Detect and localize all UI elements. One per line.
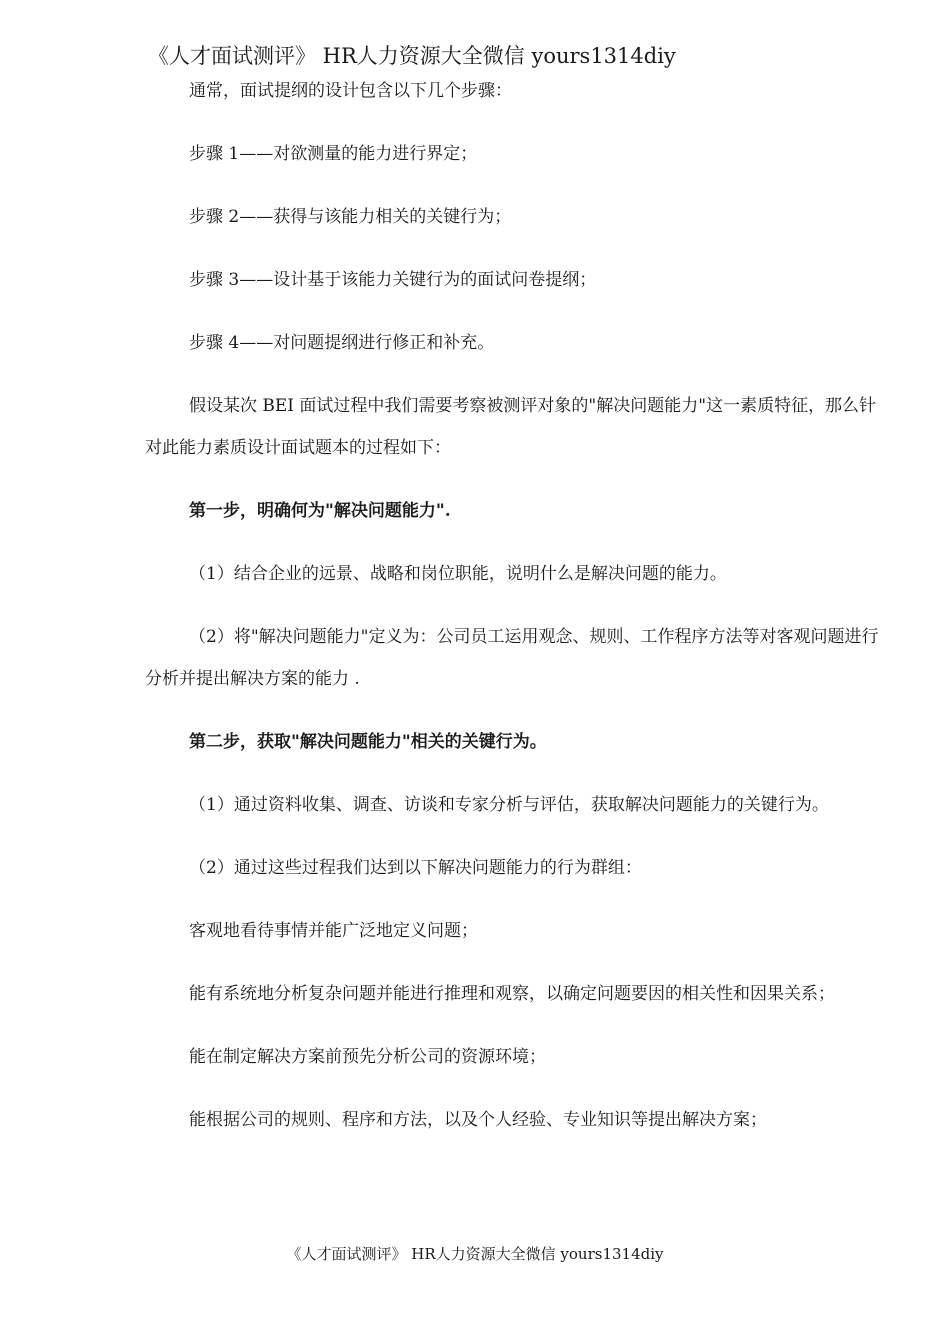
step-1-paragraph: 步骤 1——对欲测量的能力进行界定；	[189, 144, 478, 164]
second-step-item-2: （2）通过这些过程我们达到以下解决问题能力的行为群组：	[189, 858, 642, 878]
page-header: 《人才面试测评》 HR人力资源大全微信 yours1314diy	[148, 44, 676, 68]
step-3-paragraph: 步骤 3——设计基于该能力关键行为的面试问卷提纲；	[189, 270, 597, 290]
page-footer: 《人才面试测评》 HR人力资源大全微信 yours1314diy	[286, 1245, 664, 1263]
scenario-paragraph: 假设某次 BEI 面试过程中我们需要考察被测评对象的"解决问题能力"这一素质特征，那么针对此能力素质设计面试题本的过程如下：	[145, 396, 877, 458]
second-step-heading: 第二步，获取"解决问题能力"相关的关键行为。	[189, 732, 547, 752]
step-2-paragraph: 步骤 2——获得与该能力相关的关键行为；	[189, 207, 512, 227]
step-4-paragraph: 步骤 4——对问题提纲进行修正和补充。	[189, 333, 495, 353]
second-step-item-1: （1）通过资料收集、调查、访谈和专家分析与评估，获取解决问题能力的关键行为。	[189, 795, 829, 815]
behavior-item: 客观地看待事情并能广泛地定义问题；	[189, 921, 478, 941]
first-step-item-2: （2）将"解决问题能力"定义为：公司员工运用观念、规则、工作程序方法等对客观问题进行分析并提出解决方案的能力 .	[145, 627, 879, 689]
behavior-item: 能有系统地分析复杂问题并能进行推理和观察，以确定问题要因的相关性和因果关系；	[189, 984, 835, 1004]
first-step-item-1: （1）结合企业的远景、战略和岗位职能，说明什么是解决问题的能力。	[189, 564, 727, 584]
behavior-item: 能根据公司的规则、程序和方法，以及个人经验、专业知识等提出解决方案；	[189, 1110, 767, 1130]
behavior-item: 能在制定解决方案前预先分析公司的资源环境；	[189, 1047, 546, 1067]
first-step-heading: 第一步，明确何为"解决问题能力".	[189, 501, 451, 521]
intro-paragraph: 通常，面试提纲的设计包含以下几个步骤：	[189, 81, 512, 101]
document-body	[145, 70, 880, 1162]
